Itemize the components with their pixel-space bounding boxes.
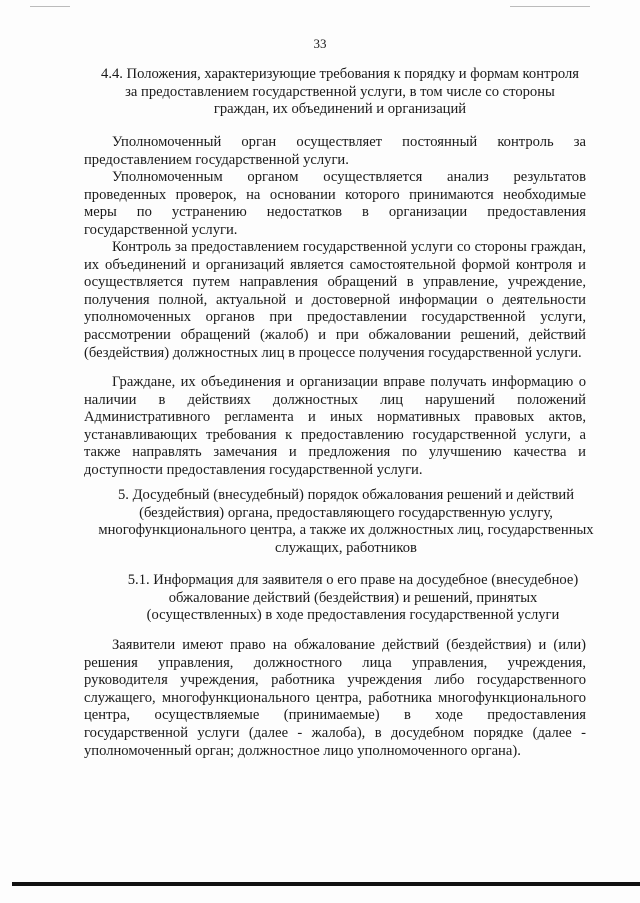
section-5-1-heading: 5.1. Информация для заявителя о его праве на досудебное (внесудебное) обжалование действий (бездействия) и решений, принятых (осуществленных) в ходе предоставления государственной услуги xyxy=(127,572,579,624)
scan-artifact xyxy=(30,6,70,7)
paragraph: Граждане, их объединения и организации вправе получать информацию о наличии в действиях должностных лиц нарушений положений Административного регламента и иных нормативных правовых актов, устанавливающих требования к предоставлению государственной услуги, а также направлять замечания и предложения по улучшению качества и доступности предоставления государственной услуги. xyxy=(84,374,586,478)
section-4-4-heading: 4.4. Положения, характеризующие требования к порядку и формам контроля за предоставлением государственной услуги, в том числе со стороны граждан, их объединений и организаций xyxy=(101,66,579,118)
paragraph: Заявители имеют право на обжалование действий (бездействия) и (или) решения управления, должностного лица управления, учреждения, руководителя учреждения, работника учреждения либо государственного служащего, многофункционального центра, работника многофункционального центра, осуществляемые (принимаемые) в ходе предоставления государственной услуги (далее - жалоба), в досудебном порядке (далее - уполномоченный орган; должностное лицо уполномоченного органа). xyxy=(84,637,586,759)
page-number: 33 xyxy=(313,36,327,51)
paragraph: Уполномоченным органом осуществляется анализ результатов проведенных проверок, на основании которого принимаются необходимые меры по устранению недостатков в организации предоставления государственной услуги. xyxy=(84,169,586,238)
paragraph: Контроль за предоставлением государственной услуги со стороны граждан, их объединений и организаций является самостоятельной формой контроля и осуществляется путем направления обращений в управление, учреждение, получения полной, актуальной и достоверной информации о деятельности уполномоченных органов при предоставлении государственной услуги, рассмотрении обращений (жалоб) и при обжаловании решений, действий (бездействия) должностных лиц в процессе получения государственной услуги. xyxy=(84,239,586,361)
scan-artifact xyxy=(510,6,590,7)
paragraph: Уполномоченный орган осуществляет постоянный контроль за предоставлением государственной услуги. xyxy=(84,134,586,168)
bottom-scan-border xyxy=(12,882,640,886)
section-5-heading: 5. Досудебный (внесудебный) порядок обжалования решений и действий (бездействия) органа, предоставляющего государственную услугу, многофункционального центра, а также их должностных лиц, государственных служащих, работников xyxy=(98,487,594,556)
